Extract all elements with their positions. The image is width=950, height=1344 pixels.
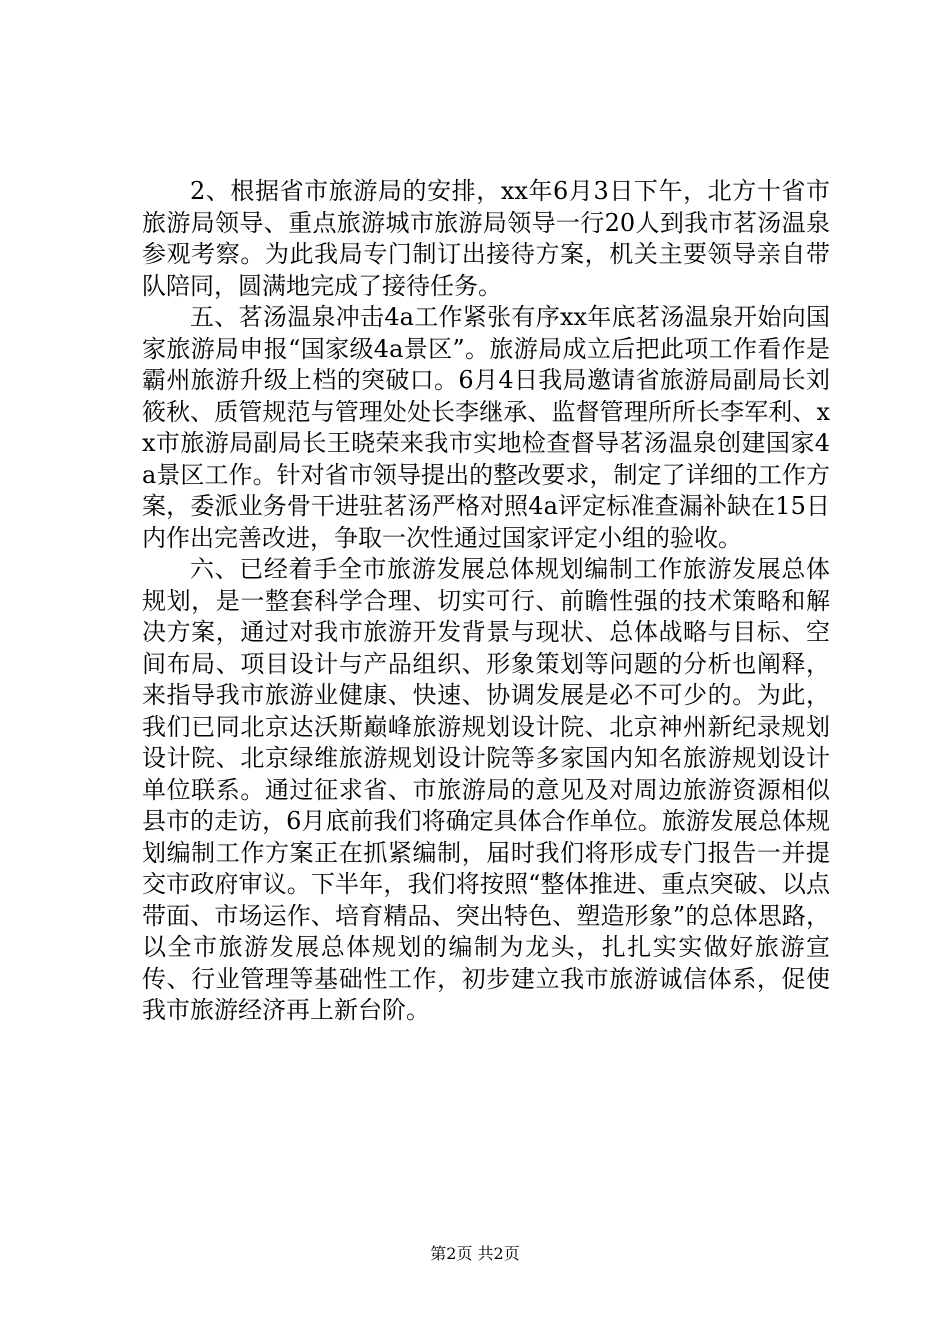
page-footer: [0, 1244, 950, 1264]
paragraph-4a-scenic-area: 五、茗汤温泉冲击4a工作紧张有序xx年底茗汤温泉开始向国家旅游局申报“国家级4a景区”。旅游局成立后把此项工作看作是霸州旅游升级上档的突破口。6月4日我局邀请省旅游局副局长刘筱秋、质管规范与管理处处长李继承、监督管理所所长李军利、xx市旅游局副局长王晓荣来我市实地检查督导茗汤温泉创建国家4a景区工作。针对省市领导提出的整改要求，制定了详细的工作方案，委派业务骨干进驻茗汤严格对照4a评定标准查漏补缺在15日内作出完善改进，争取一次性通过国家评定小组的验收。: [142, 303, 830, 552]
document-body: [142, 176, 830, 1027]
paragraph-tourism-master-plan: 六、已经着手全市旅游发展总体规划编制工作旅游发展总体规划，是一整套科学合理、切实可行、前瞻性强的技术策略和解决方案，通过对我市旅游开发背景与现状、总体战略与目标、空间布局、项目设计与产品组织、形象策划等问题的分析也阐释，来指导我市旅游业健康、快速、协调发展是必不可少的。为此，我们已同北京达沃斯巅峰旅游规划设计院、北京神州新纪录规划设计院、北京绿维旅游规划设计院等多家国内知名旅游规划设计单位联系。通过征求省、市旅游局的意见及对周边旅游资源相似县市的走访，6月底前我们将确定具体合作单位。旅游发展总体规划编制工作方案正在抓紧编制，届时我们将形成专门报告一并提交市政府审议。下半年，我们将按照“整体推进、重点突破、以点带面、市场运作、培育精品、突出特色、塑造形象”的总体思路，以全市旅游发展总体规划的编制为龙头，扎扎实实做好旅游宣传、行业管理等基础性工作，初步建立我市旅游诚信体系，促使我市旅游经济再上新台阶。: [142, 555, 830, 1024]
page-number: 第2页 共2页: [430, 1244, 520, 1263]
paragraph-reception: 2、根据省市旅游局的安排，xx年6月3日下午，北方十省市旅游局领导、重点旅游城市旅游局领导一行20人到我市茗汤温泉参观考察。为此我局专门制订出接待方案，机关主要领导亲自带队陪同，圆满地完成了接待任务。: [142, 177, 830, 300]
